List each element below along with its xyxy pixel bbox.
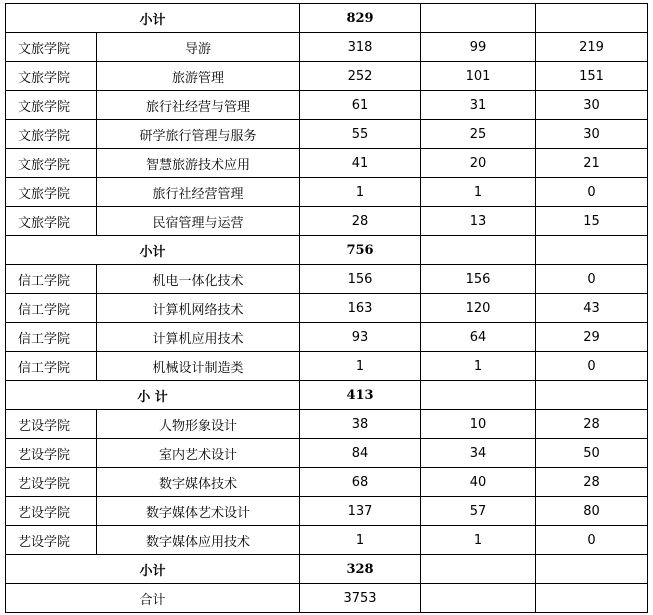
table-row: [6, 62, 648, 91]
major-cell: 计算机网络技术: [97, 294, 300, 323]
total-cell: 156: [300, 265, 421, 294]
value-b-cell: 219: [536, 33, 648, 62]
major-cell: 数字媒体艺术设计: [97, 497, 300, 526]
major-cell: 数字媒体应用技术: [97, 526, 300, 555]
empty-cell: [536, 584, 648, 613]
value-b-cell: 21: [536, 149, 648, 178]
value-b-cell: 50: [536, 439, 648, 468]
total-cell: 1: [300, 352, 421, 381]
empty-cell: [536, 381, 648, 410]
value-b-cell: 0: [536, 352, 648, 381]
value-b-cell: 28: [536, 410, 648, 439]
value-a-cell: 120: [421, 294, 536, 323]
value-a-cell: 99: [421, 33, 536, 62]
college-cell: 文旅学院: [6, 120, 97, 149]
college-cell: 文旅学院: [6, 91, 97, 120]
major-cell: 旅游管理: [97, 62, 300, 91]
value-a-cell: 156: [421, 265, 536, 294]
major-cell: 研学旅行管理与服务: [97, 120, 300, 149]
empty-cell: [536, 555, 648, 584]
table-row: [6, 120, 648, 149]
grand-total-value: 3753: [300, 584, 421, 613]
subtotal-row: [6, 4, 648, 33]
value-b-cell: 151: [536, 62, 648, 91]
subtotal-row: [6, 555, 648, 584]
total-cell: 1: [300, 526, 421, 555]
college-cell: 艺设学院: [6, 410, 97, 439]
table-row: [6, 178, 648, 207]
empty-cell: [421, 381, 536, 410]
value-a-cell: 57: [421, 497, 536, 526]
value-b-cell: 30: [536, 91, 648, 120]
college-cell: 信工学院: [6, 294, 97, 323]
table-row: [6, 352, 648, 381]
value-b-cell: 30: [536, 120, 648, 149]
major-cell: 室内艺术设计: [97, 439, 300, 468]
table-row: [6, 410, 648, 439]
table-row: [6, 468, 648, 497]
subtotal-label: 小计: [6, 236, 300, 265]
college-cell: 艺设学院: [6, 468, 97, 497]
empty-cell: [421, 584, 536, 613]
subtotal-row: [6, 381, 648, 410]
table-row: [6, 33, 648, 62]
total-cell: 84: [300, 439, 421, 468]
college-cell: 文旅学院: [6, 207, 97, 236]
college-cell: 艺设学院: [6, 497, 97, 526]
value-b-cell: 80: [536, 497, 648, 526]
value-b-cell: 0: [536, 178, 648, 207]
total-cell: 68: [300, 468, 421, 497]
value-b-cell: 15: [536, 207, 648, 236]
value-a-cell: 64: [421, 323, 536, 352]
value-b-cell: 28: [536, 468, 648, 497]
enrollment-table: [5, 3, 648, 613]
college-cell: 信工学院: [6, 352, 97, 381]
value-a-cell: 13: [421, 207, 536, 236]
college-cell: 文旅学院: [6, 178, 97, 207]
total-cell: 28: [300, 207, 421, 236]
major-cell: 计算机应用技术: [97, 323, 300, 352]
value-a-cell: 31: [421, 91, 536, 120]
empty-cell: [536, 4, 648, 33]
total-cell: 1: [300, 178, 421, 207]
table-body: [6, 4, 648, 613]
subtotal-label: 小 计: [6, 381, 300, 410]
major-cell: 数字媒体技术: [97, 468, 300, 497]
major-cell: 人物形象设计: [97, 410, 300, 439]
major-cell: 旅行社经营与管理: [97, 91, 300, 120]
college-cell: 文旅学院: [6, 149, 97, 178]
major-cell: 旅行社经营管理: [97, 178, 300, 207]
value-a-cell: 40: [421, 468, 536, 497]
total-cell: 61: [300, 91, 421, 120]
table-row: [6, 149, 648, 178]
total-cell: 252: [300, 62, 421, 91]
subtotal-total: 829: [300, 4, 421, 33]
major-cell: 机电一体化技术: [97, 265, 300, 294]
value-b-cell: 43: [536, 294, 648, 323]
table-row: [6, 323, 648, 352]
value-a-cell: 101: [421, 62, 536, 91]
subtotal-label: 小计: [6, 4, 300, 33]
value-a-cell: 1: [421, 352, 536, 381]
empty-cell: [421, 4, 536, 33]
subtotal-total: 413: [300, 381, 421, 410]
value-a-cell: 1: [421, 178, 536, 207]
college-cell: 文旅学院: [6, 33, 97, 62]
table-row: [6, 265, 648, 294]
table-row: [6, 497, 648, 526]
college-cell: 信工学院: [6, 265, 97, 294]
table-row: [6, 294, 648, 323]
major-cell: 智慧旅游技术应用: [97, 149, 300, 178]
value-b-cell: 0: [536, 526, 648, 555]
value-b-cell: 29: [536, 323, 648, 352]
total-cell: 318: [300, 33, 421, 62]
total-cell: 137: [300, 497, 421, 526]
table-row: [6, 526, 648, 555]
value-a-cell: 34: [421, 439, 536, 468]
subtotal-total: 756: [300, 236, 421, 265]
total-cell: 38: [300, 410, 421, 439]
value-a-cell: 25: [421, 120, 536, 149]
college-cell: 信工学院: [6, 323, 97, 352]
value-a-cell: 1: [421, 526, 536, 555]
major-cell: 机械设计制造类: [97, 352, 300, 381]
college-cell: 文旅学院: [6, 62, 97, 91]
total-cell: 163: [300, 294, 421, 323]
table-row: [6, 439, 648, 468]
subtotal-label: 小计: [6, 555, 300, 584]
major-cell: 民宿管理与运营: [97, 207, 300, 236]
college-cell: 艺设学院: [6, 439, 97, 468]
empty-cell: [421, 555, 536, 584]
value-a-cell: 10: [421, 410, 536, 439]
grand-total-label: 合计: [6, 584, 300, 613]
empty-cell: [536, 236, 648, 265]
total-cell: 55: [300, 120, 421, 149]
subtotal-total: 328: [300, 555, 421, 584]
table-row: [6, 91, 648, 120]
total-cell: 93: [300, 323, 421, 352]
table-row: [6, 207, 648, 236]
total-cell: 41: [300, 149, 421, 178]
value-b-cell: 0: [536, 265, 648, 294]
college-cell: 艺设学院: [6, 526, 97, 555]
empty-cell: [421, 236, 536, 265]
major-cell: 导游: [97, 33, 300, 62]
grand-total-row: [6, 584, 648, 613]
subtotal-row: [6, 236, 648, 265]
value-a-cell: 20: [421, 149, 536, 178]
